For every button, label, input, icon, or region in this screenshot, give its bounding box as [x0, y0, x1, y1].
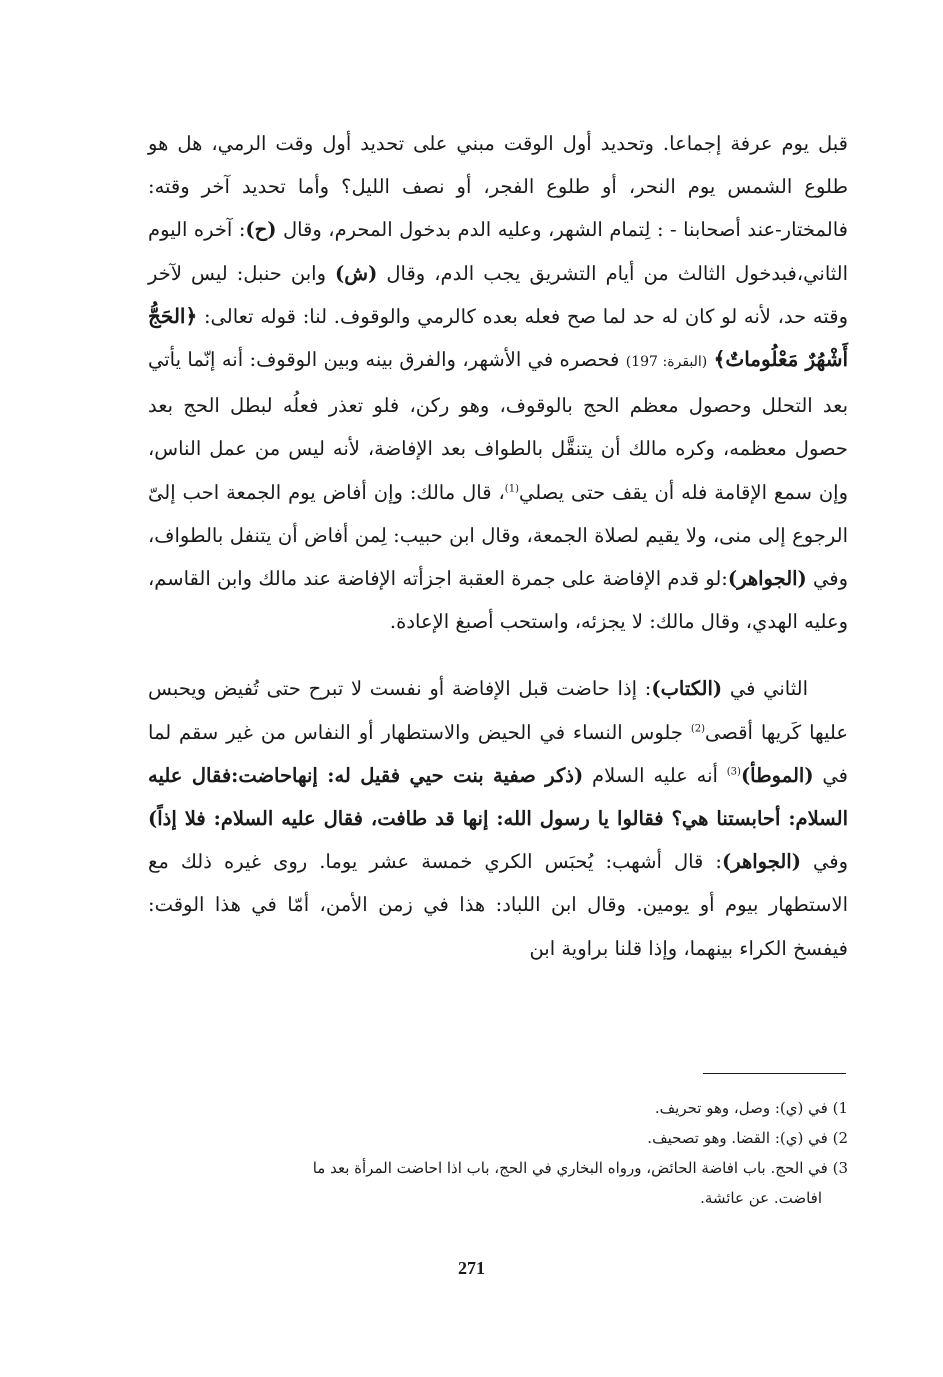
- footnote-marker-1: (1): [504, 483, 519, 495]
- source-ref-jawahir: (الجواهر): [722, 850, 801, 874]
- madhhab-ref-hanafi: (ح): [245, 218, 277, 242]
- source-ref-jawahir: (الجواهر): [727, 567, 807, 591]
- footnote-text: في (ي): وصل، وهو تحريف.: [654, 1099, 828, 1117]
- text-run: ، قال مالك: وإن أفاض يوم الجمعة احب إلىّ الرجوع إلى منى، ولا يقيم لصلاة الجمعة، وقال ابن حبيب: لِمن أفاض أن يتنفل بالطواف، وفي: [148, 480, 849, 591]
- paragraph-1: [148, 122, 848, 643]
- text-run: : إذا حاضت قبل الإفاضة أو نفست لا تبرح حتى تُفيض ويحبس عليها كَريها أقصى: [148, 677, 849, 744]
- text-run: وابن حنبل: ليس لآخر وقته حد، لأنه لو كان له حد لما صح فعله بعده كالرمي والوقوف. لنا: قوله تعالى:: [148, 261, 848, 328]
- text-run: :لو قدم الإفاضة على جمرة العقبة اجزأته الإفاضة عند مالك وابن القاسم، وعليه الهدي، وقال مالك: لا يجزئه، واستحب أصبغ الإعادة.: [148, 567, 848, 634]
- footnote-text: في الحج. باب افاضة الحائض، ورواه البخاري في الحج، باب اذا احاضت المرأة بعد ما: [312, 1159, 828, 1177]
- text-run: الثاني في: [729, 677, 808, 701]
- source-ref-muwatta: (الموطأ): [740, 763, 814, 787]
- main-text: [148, 122, 848, 970]
- madhhab-ref-shafii: (ش): [335, 261, 378, 285]
- text-run: قبل يوم عرفة إجماعا. وتحديد أول الوقت مبني على تحديد أول وقت الرمي، هل هو طلوع الشمس يوم النحر، أو طلوع الفجر، أو نصف الليل؟ وأما تحديد آخر وقته: فالمختار-عند أصحابنا - : لِتمام الشهر، وعليه الدم بدخول المحرم، وقال: [148, 132, 848, 242]
- footnotes: [148, 1093, 848, 1213]
- footnote-marker-2: (2): [690, 723, 706, 735]
- text-run: وفي: [813, 850, 848, 874]
- verse-reference: (البقرة: 197): [625, 354, 708, 371]
- footnote-number: 3): [832, 1159, 848, 1177]
- footnote-1: [148, 1093, 848, 1123]
- hadith-text: (ذكر صفية بنت حيي فقيل له: إنهاحاضت:فقال عليه السلام: أحابستنا هي؟ فقالوا يا رسول الله: إنها قد طافت، فقال عليه السلام: فلا إذاً): [148, 763, 848, 831]
- text-run: : آخره اليوم الثاني،فبدخول الثالث من أيام التشريق يجب الدم، وقال: [148, 218, 848, 285]
- quran-verse: ﴿الحَجُّ أَشْهُرٌ مَعْلُوماتٌ﴾: [148, 303, 849, 372]
- footnote-number: 1): [832, 1099, 848, 1117]
- footnote-marker-3: (3): [726, 766, 741, 778]
- footnote-separator: [703, 1073, 846, 1074]
- footnote-3-continuation: افاضت. عن عائشة.: [700, 1189, 822, 1207]
- footnote-text: في (ي): القضا. وهو تصحيف.: [647, 1129, 828, 1147]
- paragraph-2: [148, 667, 848, 969]
- footnote-2: [148, 1123, 848, 1153]
- footnote-3: [148, 1153, 848, 1183]
- page-number: 271: [458, 1258, 485, 1278]
- source-ref-kitab: (الكتاب): [651, 677, 723, 701]
- text-run: جلوس النساء في الحيض والاستطهار أو النفاس من غير سقم لما في: [148, 720, 848, 787]
- text-run: : قال أشهب: يُحبَس الكري خمسة عشر يوما. روى غيره ذلك مع الاستطهار بيوم أو يومين. وقال ابن اللباد: هذا في زمن الأمن، أمّا في هذا الوقت: فيفسخ الكراء بينهما، وإذا قلنا براوية ابن: [148, 850, 848, 960]
- text-run: أنه عليه السلام: [592, 763, 718, 787]
- text-run: فحصره في الأشهر، والفرق بينه وبين الوقوف: أنه إنّما يأتي بعد التحلل وحصول معظم الحج بالوقوف، وهو ركن، فلو تعذر فعلُه لبطل الحج بعد حصول معظمه، وكره مالك أن يتنقَّل بالطواف بعد الإفاضة، لأنه ليس من عمل الناس، وإن سمع الإقامة فله أن يقف حتى يصلي: [148, 348, 848, 504]
- footnote-number: 2): [832, 1129, 848, 1147]
